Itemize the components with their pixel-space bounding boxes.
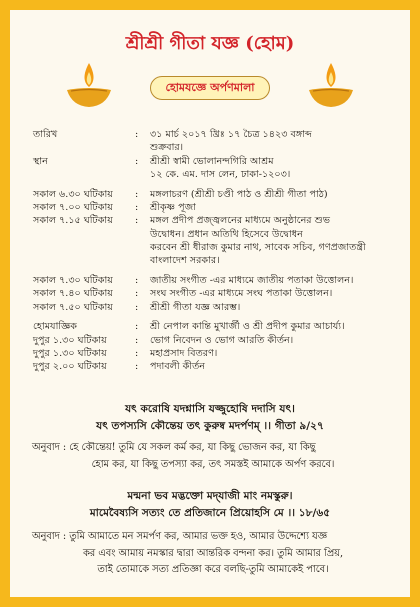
schedule-detail — [150, 188, 403, 201]
schedule-time: সকাল ৭.৫০ ঘটিকায় — [33, 301, 113, 313]
schedule-detail — [150, 128, 403, 155]
schedule-row — [33, 301, 403, 314]
verse-line: যৎ তপস্যসি কৌন্তেয় তৎ কুরুষ্ব মদর্পণম্‌ ।। গীতা ৯/২৭ — [96, 420, 324, 432]
schedule-detail-line: জাতীয় সংগীত -এর মাধ্যমে জাতীয় পতাকা উত্তোলন। — [150, 274, 354, 286]
schedule-row — [33, 360, 403, 373]
schedule-detail — [150, 287, 403, 300]
schedule-row — [33, 334, 403, 347]
schedule-detail-line: মহাপ্রসাদ বিতরণ। — [150, 347, 218, 359]
schedule-detail-line: পদাবলী কীর্তন — [150, 361, 205, 373]
schedule-colon: : — [135, 301, 139, 313]
schedule-detail — [150, 214, 403, 267]
translation-line: কর এবং আমায় নমস্কার দ্বারা আন্তরিক বন্দনা কর। তুমি আমার প্রিয়, — [82, 547, 344, 559]
schedule-colon: : — [135, 215, 139, 227]
subtitle-badge: হোমযজ্ঞে অর্পণমালা — [150, 76, 270, 100]
schedule-detail — [150, 155, 403, 182]
schedule-detail-line: শ্রীশ্রী স্বামী ভোলানন্দগিরি আশ্রম — [150, 155, 274, 167]
schedule-detail — [150, 334, 403, 347]
verse-one — [10, 401, 410, 435]
schedule-time: দুপুর ২.০০ ঘটিকায় — [33, 361, 107, 373]
diya-lamp-icon — [64, 60, 114, 110]
schedule-row — [33, 214, 403, 267]
verse-line: মন্মনা ভব মদ্ভক্তো মদ্‌যাজী মাং নমস্কুরু। — [127, 490, 293, 502]
schedule-list — [33, 128, 403, 374]
schedule-detail — [150, 274, 403, 287]
diya-lamp-icon — [306, 60, 356, 110]
schedule-row — [33, 287, 403, 300]
schedule-detail-line: ৩১ মার্চ ২০১৭ খ্রিঃ ১৭ চৈত্র ১৪২৩ বঙ্গাব্দ — [150, 129, 312, 140]
schedule-time: সকাল ৭.০০ ঘটিকায় — [33, 201, 113, 213]
schedule-row — [33, 188, 403, 201]
schedule-row — [33, 128, 403, 155]
schedule-detail-line: শ্রীশ্রী গীতা যজ্ঞ আরম্ভ। — [150, 301, 241, 313]
schedule-colon: : — [135, 129, 139, 140]
translation-line: হোম কর, যা কিছু তপস্যা কর, তৎ সমস্তই আমাকে অর্পণ করবে। — [91, 458, 335, 470]
schedule-time: হোমযাজ্ঞিক — [33, 321, 77, 333]
schedule-time: সকাল ৭.৪০ ঘটিকায় — [33, 288, 113, 300]
schedule-time: দুপুর ১.৩০ ঘটিকায় — [33, 347, 107, 359]
schedule-detail — [150, 360, 403, 373]
schedule-detail-line: মঙ্গল প্রদীপ প্রজ্জ্বলনের মাধ্যমে অনুষ্ঠানের শুভ — [150, 215, 331, 227]
schedule-row — [33, 274, 403, 287]
schedule-colon: : — [135, 201, 139, 213]
verse-two — [10, 488, 410, 522]
schedule-detail-line: ১২ কে. এম. দাস লেন, ঢাকা-১২০৩। — [150, 168, 291, 180]
schedule-colon: : — [135, 321, 139, 333]
schedule-row — [33, 155, 403, 182]
schedule-detail-line: করবেন শ্রী ধীরাজ কুমার নাথ, সাবেক সচিব, গণপ্রজাতন্ত্রী — [150, 241, 366, 253]
schedule-row — [33, 347, 403, 360]
schedule-colon: : — [135, 288, 139, 300]
verse-line: যৎ করোষি যদশ্নাসি যজ্জুহোষি দদাসি যৎ। — [125, 403, 295, 415]
schedule-time: সকাল ৭.৩০ ঘটিকায় — [33, 274, 113, 286]
schedule-colon: : — [135, 274, 139, 286]
schedule-detail-line: ভোগ নিবেদন ও ভোগ আরতি কীর্তন। — [150, 334, 294, 346]
schedule-detail — [150, 301, 403, 314]
schedule-colon: : — [135, 334, 139, 346]
page-title: শ্রীশ্রী গীতা যজ্ঞ (হোম) — [125, 33, 295, 54]
schedule-detail-line: শ্রীকৃষ্ণ পূজা — [150, 201, 196, 213]
schedule-time: সকাল ৭.১৫ ঘটিকায় — [33, 215, 113, 227]
schedule-detail-line: সংঘ সংগীত -এর মাধ্যমে সংঘ পতাকা উত্তোলন। — [150, 288, 333, 300]
translation-two — [32, 529, 394, 579]
schedule-detail — [150, 347, 403, 360]
schedule-detail — [150, 320, 403, 333]
invitation-card — [10, 10, 410, 597]
schedule-colon: : — [135, 155, 139, 167]
schedule-detail-line: মঙ্গলাচরণ (শ্রীশ্রী চণ্ডী পাঠ ও শ্রীশ্রী গীতা পাঠ) — [150, 188, 328, 200]
translation-line: অনুবাদ : তুমি আমাতে মন সমর্পণ কর, আমার ভক্ত হও, আমার উদ্দেশ্যে যজ্ঞ — [32, 531, 328, 542]
verse-line: মামেবৈষ্যসি সত্যং তে প্রতিজানে প্রিয়োহসি মে ।। ১৮/৬৫ — [89, 507, 331, 519]
schedule-colon: : — [135, 188, 139, 200]
translation-line: তাই তোমাকে সত্য প্রতিজ্ঞা করে বলছি-তুমি আমাকেই পাবে। — [97, 564, 329, 575]
schedule-row — [33, 201, 403, 214]
schedule-colon: : — [135, 347, 139, 359]
schedule-detail-line: উদ্বোধন। প্রধান অতিথি হিসেবে উদ্বোধন — [150, 228, 303, 240]
schedule-detail-line: শ্রী নেপাল কান্তি মুখার্জী ও শ্রী প্রদীপ কুমার আচার্য্য। — [150, 321, 345, 333]
schedule-time: তারিখ — [33, 129, 58, 140]
schedule-colon: : — [135, 361, 139, 373]
schedule-time: দুপুর ১.৩০ ঘটিকায় — [33, 334, 107, 346]
schedule-detail-line: শুক্রবার। — [150, 142, 184, 154]
schedule-time: সকাল ৬.৩০ ঘটিকায় — [33, 188, 113, 200]
schedule-detail-line: বাংলাদেশ সরকার। — [150, 255, 220, 267]
schedule-detail — [150, 201, 403, 214]
schedule-time: স্থান — [33, 155, 48, 167]
schedule-row — [33, 320, 403, 333]
translation-one — [32, 440, 394, 473]
translation-line: অনুবাদ : হে কৌন্তেয়! তুমি যে সকল কর্ম কর, যা কিছু ভোজন কর, যা কিছু — [32, 442, 316, 453]
